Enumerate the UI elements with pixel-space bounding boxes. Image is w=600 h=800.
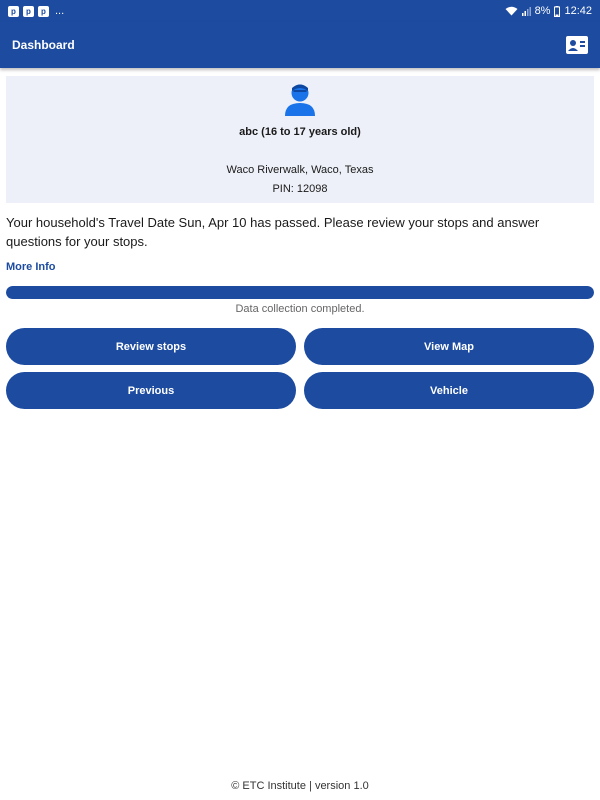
travel-date-message: Your household's Travel Date Sun, Apr 10 has passed. Please review your stops and answer questions for your stops. [6,215,540,249]
review-stops-button[interactable]: Review stops [6,328,296,365]
system-status [505,5,592,17]
participant-location: Waco Riverwalk, Waco, Texas [226,164,374,176]
signal-icon [522,6,531,16]
app-bar [0,22,600,68]
notification-icon: p [8,6,19,17]
notification-icon: p [23,6,34,17]
battery-percent: 8% [534,5,551,17]
notification-icon: p [38,6,49,17]
progress-fill [6,286,594,299]
wifi-icon [505,6,518,16]
progress-status: Data collection completed. [235,303,365,315]
battery-icon [554,6,560,17]
clock: 12:42 [564,5,592,17]
view-map-button[interactable]: View Map [304,328,594,365]
person-icon [283,82,317,116]
notification-area [8,5,64,17]
more-info-link[interactable]: More Info [6,261,56,273]
participant-name: abc (16 to 17 years old) [239,126,361,138]
page-title: Dashboard [12,38,75,52]
contact-card-icon[interactable] [566,36,588,54]
profile-card [6,76,594,203]
previous-button[interactable]: Previous [6,372,296,409]
vehicle-button[interactable]: Vehicle [304,372,594,409]
progress-bar [6,286,594,299]
footer-version: © ETC Institute | version 1.0 [231,780,369,792]
notification-overflow: ... [55,5,65,17]
status-bar [0,0,600,22]
participant-pin: PIN: 12098 [272,183,328,195]
